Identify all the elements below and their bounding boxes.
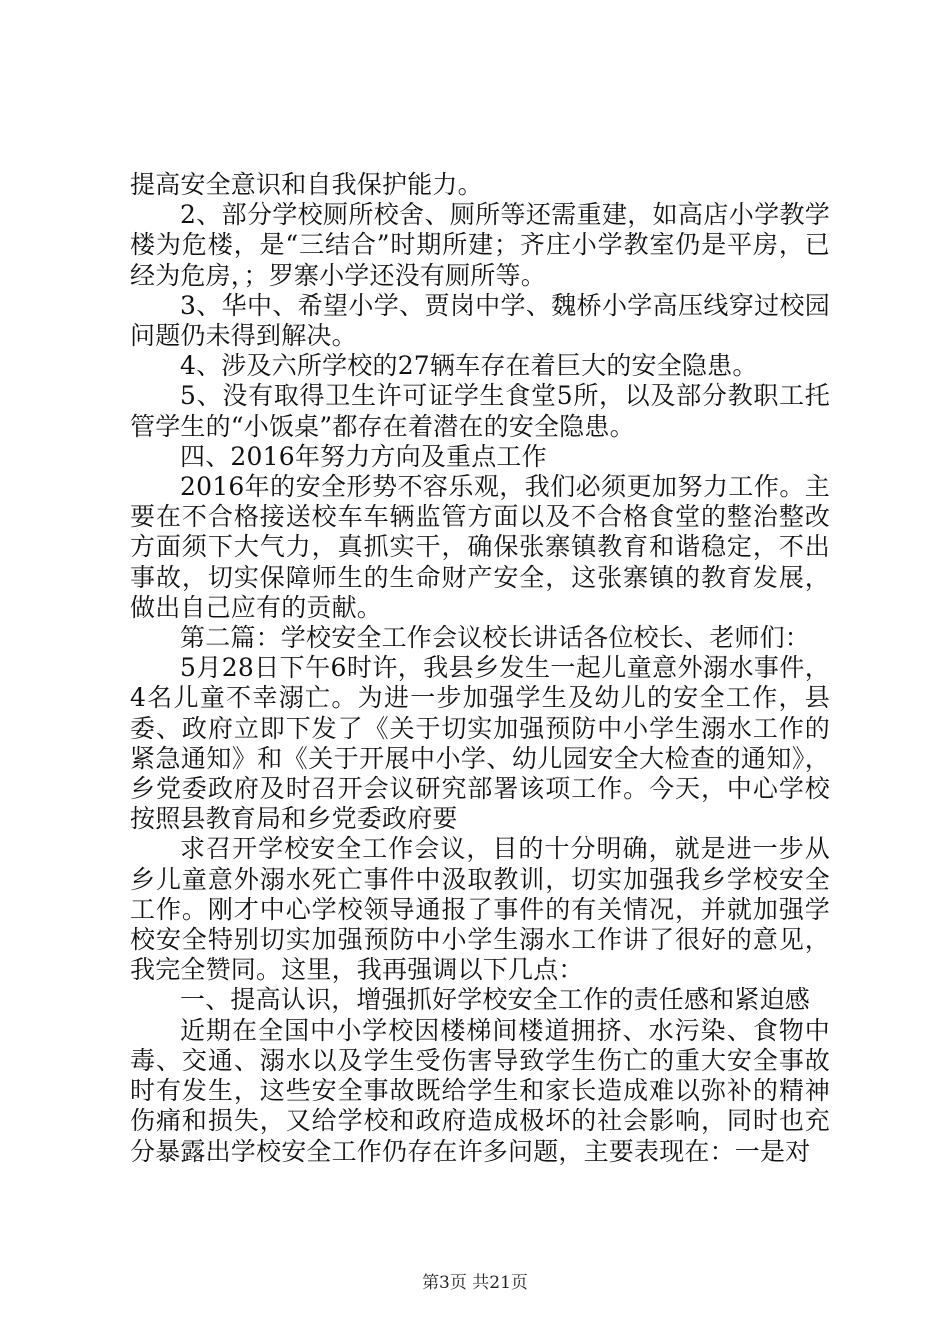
paragraph: 近期在全国中小学校因楼梯间楼道拥挤、水污染、食物中毒、交通、溺水以及学生受伤害导致学生伤亡的重大安全事故时有发生，这些安全事故既给学生和家长造成难以弥补的精神伤痛和损失，又给学校和政府造成极坏的社会影响，同时也充分暴露出学校安全工作仍存在许多问题，主要表现在：一是对 — [130, 1015, 830, 1166]
paragraph: 2016年的安全形势不容乐观，我们必须更加努力工作。主要在不合格接送校车车辆监管方面以及不合格食堂的整治整改方面须下大气力，真抓实干，确保张寨镇教育和谐稳定，不出事故，切实保障师生的生命财产安全，这张寨镇的教育发展，做出自己应有的贡献。 — [130, 472, 830, 622]
paragraph: 提高安全意识和自我保护能力。 — [130, 170, 483, 199]
paragraph: 5月28日下午6时许，我县乡发生一起儿童意外溺水事件，4名儿童不幸溺亡。为进一步加强学生及幼儿的安全工作，县委、政府立即下发了《关于切实加强预防中小学生溺水工作的紧急通知》和《关于开展中小学、幼儿园安全大检查的通知》，乡党委政府及时召开会议研究部署该项工作。今天，中心学校按照县教育局和乡党委政府要 — [130, 653, 830, 834]
paragraph: 5、没有取得卫生许可证学生食堂5所，以及部分教职工托管学生的“小饭桌”都存在着潜在的安全隐患。 — [130, 381, 830, 441]
paragraph: 一、提高认识，增强抓好学校安全工作的责任感和紧迫感 — [180, 985, 811, 1015]
paragraph: 4、涉及六所学校的27辆车存在着巨大的安全隐患。 — [180, 351, 758, 381]
paragraph: 四、2016年努力方向及重点工作 — [180, 441, 547, 471]
document-body — [130, 170, 830, 1167]
paragraph: 第二篇：学校安全工作会议校长讲话各位校长、老师们： — [180, 623, 811, 653]
paragraph: 3、华中、希望小学、贾岗中学、魏桥小学高压线穿过校园问题仍未得到解决。 — [130, 290, 830, 351]
paragraph: 求召开学校安全工作会议，目的十分明确，就是进一步从乡儿童意外溺水死亡事件中汲取教训，切实加强我乡学校安全工作。刚才中心学校领导通报了事件的有关情况，并就加强学校安全特别切实加强预防中小学生溺水工作讲了很好的意见，我完全赞同。这里，我再强调以下几点： — [130, 834, 830, 985]
page-footer: 第3页 共21页 — [422, 1273, 528, 1293]
paragraph: 2、部分学校厕所校舍、厕所等还需重建，如高店小学教学楼为危楼，是“三结合”时期所建；齐庄小学教室仍是平房，已经为危房，；罗寨小学还没有厕所等。 — [130, 200, 830, 290]
